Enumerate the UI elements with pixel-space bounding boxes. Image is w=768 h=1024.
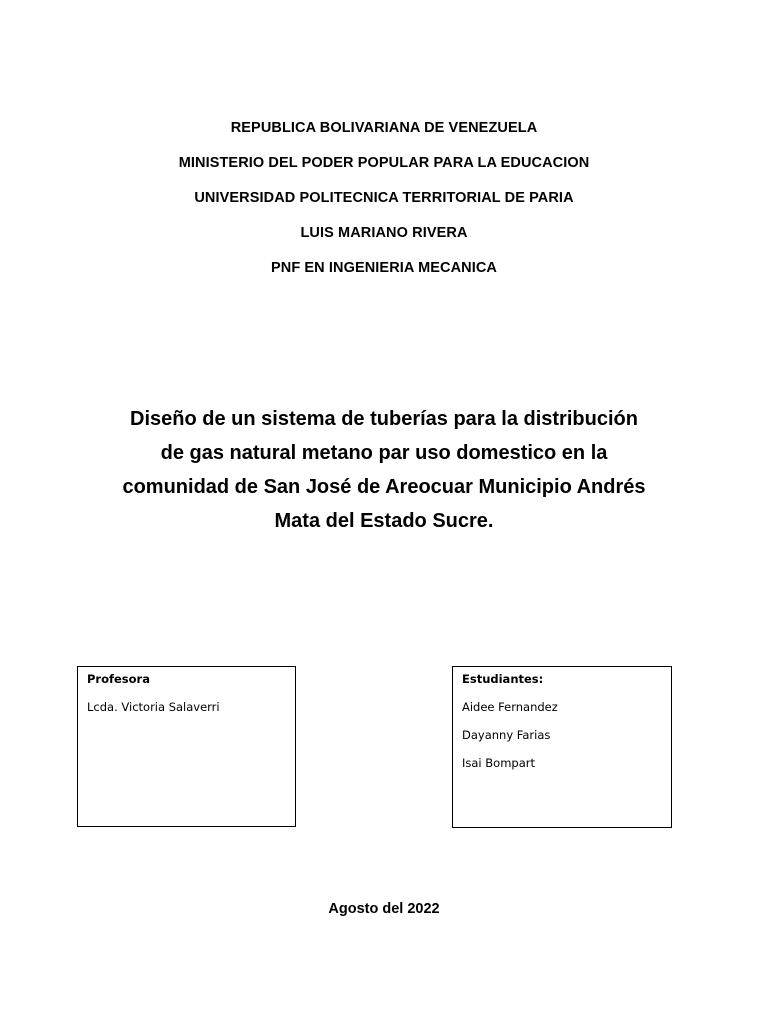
header-line-campus: LUIS MARIANO RIVERA — [300, 225, 468, 241]
title-line: comunidad de San José de Areocuar Municipio Andrés — [122, 476, 646, 498]
estudiantes-label: Estudiantes: — [462, 672, 544, 686]
student-name: Dayanny Farias — [462, 728, 551, 742]
header-line-university: UNIVERSIDAD POLITECNICA TERRITORIAL DE PARIA — [194, 190, 574, 206]
profesora-name: Lcda. Victoria Salaverri — [87, 700, 220, 714]
profesora-box — [77, 666, 296, 827]
title-line: Mata del Estado Sucre. — [274, 510, 494, 532]
header-line-program: PNF EN INGENIERIA MECANICA — [270, 260, 498, 276]
document-title — [100, 402, 668, 538]
header-line-ministry: MINISTERIO DEL PODER POPULAR PARA LA EDUCACION — [178, 155, 590, 171]
title-line: Diseño de un sistema de tuberías para la distribución — [130, 408, 638, 430]
title-line: de gas natural metano par uso domestico en la — [160, 442, 608, 464]
profesora-label: Profesora — [87, 672, 150, 686]
student-name: Aidee Fernandez — [462, 700, 558, 714]
document-date: Agosto del 2022 — [328, 901, 440, 917]
student-name: Isai Bompart — [462, 756, 535, 770]
header-line-country: REPUBLICA BOLIVARIANA DE VENEZUELA — [230, 120, 538, 136]
estudiantes-box — [452, 666, 672, 828]
